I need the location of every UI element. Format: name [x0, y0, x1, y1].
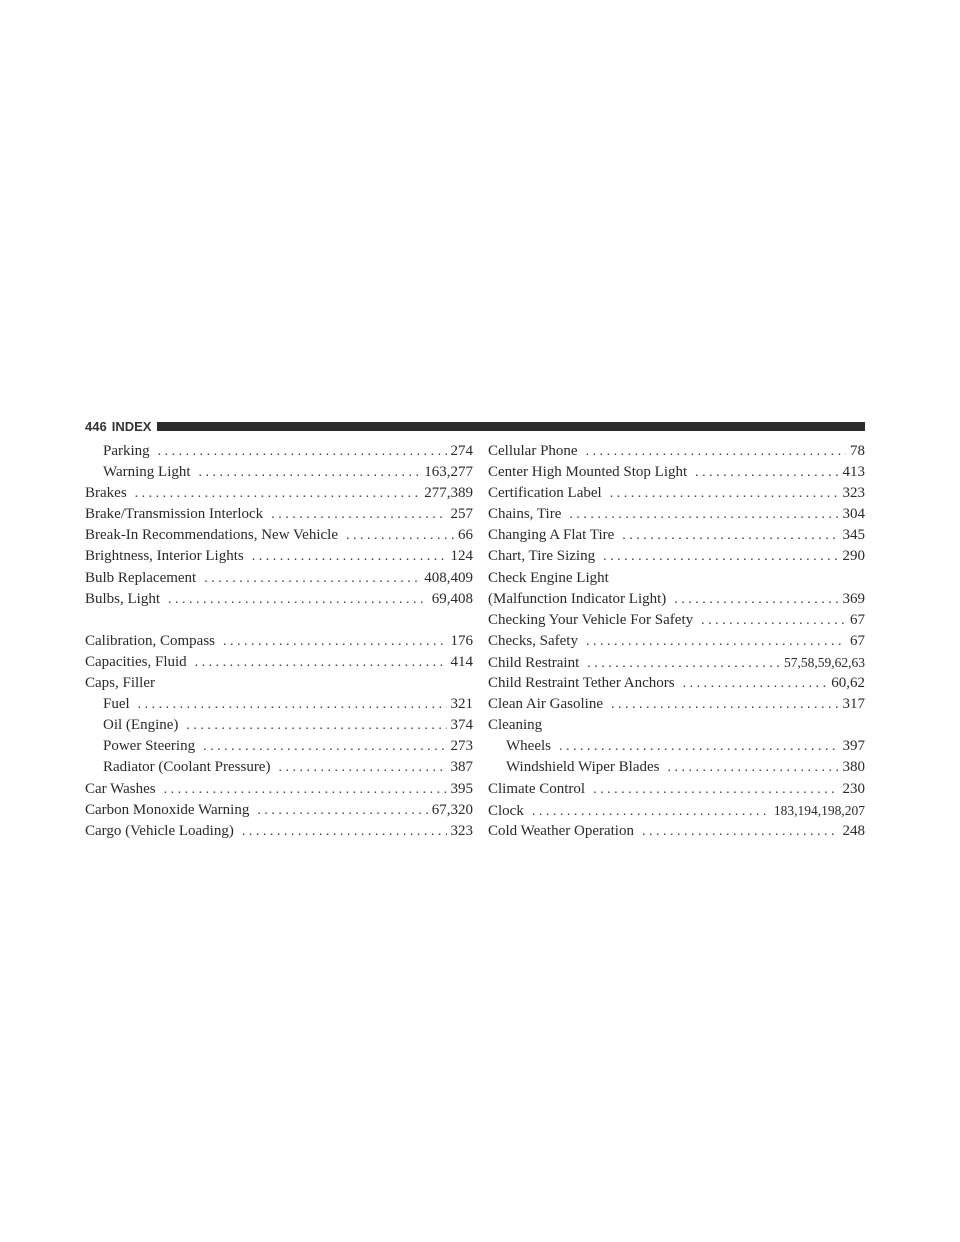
- dot-leader: [252, 546, 447, 567]
- entry-page-numbers: 323: [842, 485, 865, 502]
- index-entry: [85, 694, 473, 715]
- entry-page-numbers: 163,277: [424, 464, 473, 481]
- entry-label: Checks, Safety: [488, 632, 578, 649]
- index-entry: [85, 546, 473, 567]
- entry-page-numbers: 304: [842, 506, 865, 523]
- entry-label: Fuel: [103, 696, 130, 713]
- entry-page-numbers: 317: [842, 696, 865, 713]
- entry-page-numbers: 290: [842, 548, 865, 565]
- index-entry: [488, 546, 865, 567]
- index-entry: [488, 441, 865, 462]
- entry-label: Changing A Flat Tire: [488, 527, 615, 544]
- entry-page-numbers: 124: [450, 548, 473, 565]
- dot-leader: [603, 546, 838, 567]
- index-heading: [488, 568, 865, 589]
- index-entry: [488, 504, 865, 525]
- entry-page-numbers: 257: [450, 506, 473, 523]
- entry-page-numbers: 380: [842, 759, 865, 776]
- index-entry: [488, 610, 865, 631]
- entry-label: Carbon Monoxide Warning: [85, 801, 250, 818]
- entry-label: Cargo (Vehicle Loading): [85, 822, 234, 839]
- page-header: [85, 416, 865, 436]
- dot-leader: [278, 757, 446, 778]
- entry-page-numbers: 273: [450, 738, 473, 755]
- dot-leader: [622, 525, 838, 546]
- entry-page-numbers: 67: [850, 611, 865, 628]
- entry-label: Cold Weather Operation: [488, 822, 634, 839]
- entry-label: Wheels: [506, 738, 551, 755]
- entry-label: Brightness, Interior Lights: [85, 548, 244, 565]
- index-column-right: [488, 441, 865, 842]
- index-entry: [488, 673, 865, 694]
- index-entry: [85, 779, 473, 800]
- index-entry: [488, 757, 865, 778]
- entry-label: (Malfunction Indicator Light): [488, 590, 667, 607]
- entry-label: Break-In Recommendations, New Vehicle: [85, 527, 338, 544]
- entry-page-numbers: 183,194,198,207: [773, 802, 865, 818]
- dot-leader: [593, 779, 838, 800]
- entry-page-numbers: 374: [450, 717, 473, 734]
- entry-label: Parking: [103, 443, 150, 459]
- index-entry: [488, 800, 865, 821]
- entry-label: Oil (Engine): [103, 717, 179, 734]
- entry-page-numbers: 414: [450, 653, 473, 670]
- entry-label: Checking Your Vehicle For Safety: [488, 611, 694, 628]
- entry-label: Chart, Tire Sizing: [488, 548, 596, 565]
- dot-leader: [586, 631, 846, 652]
- dot-leader: [610, 483, 839, 504]
- index-entry: [85, 568, 473, 589]
- dot-leader: [668, 757, 839, 778]
- dot-leader: [701, 610, 846, 631]
- dot-leader: [559, 736, 839, 757]
- entry-label: Capacities, Fluid: [85, 653, 187, 670]
- entry-page-numbers: 230: [842, 780, 865, 797]
- index-entry: [488, 462, 865, 483]
- index-entry: [85, 821, 473, 842]
- index-entry: [85, 441, 473, 462]
- index-heading: [488, 715, 865, 736]
- index-entry: [488, 631, 865, 652]
- entry-label: Chains, Tire: [488, 506, 562, 523]
- entry-page-numbers: 57,58,59,62,63: [784, 654, 865, 670]
- entry-label: Bulbs, Light: [85, 590, 161, 607]
- page-number: 446: [85, 418, 107, 434]
- entry-label: Bulb Replacement: [85, 569, 197, 586]
- entry-label: Brakes: [85, 485, 127, 502]
- index-entry: [488, 694, 865, 715]
- entry-page-numbers: 395: [450, 780, 473, 797]
- entry-label: Certification Label: [488, 485, 602, 502]
- index-entry: [488, 779, 865, 800]
- entry-page-numbers: 277,389: [424, 485, 473, 502]
- dot-leader: [135, 483, 421, 504]
- entry-label: Center High Mounted Stop Light: [488, 464, 688, 481]
- entry-page-numbers: 345: [842, 527, 865, 544]
- entry-label: Child Restraint Tether Anchors: [488, 675, 675, 692]
- entry-page-numbers: 323: [450, 822, 473, 839]
- index-column-left: [85, 441, 473, 842]
- entry-page-numbers: 413: [842, 464, 865, 481]
- index-entry: [85, 589, 473, 610]
- dot-leader: [569, 504, 838, 525]
- index-entry: [85, 631, 473, 652]
- dot-leader: [642, 821, 839, 842]
- entry-label: Caps, Filler: [85, 675, 155, 692]
- entry-page-numbers: 248: [842, 822, 865, 839]
- index-entry: [85, 652, 473, 673]
- entry-label: Clock: [488, 802, 524, 819]
- dot-leader: [158, 441, 447, 462]
- dot-leader: [611, 694, 839, 715]
- index-heading: [85, 673, 473, 694]
- index-entry: [85, 715, 473, 736]
- entry-page-numbers: 369: [842, 590, 865, 607]
- dot-leader: [195, 652, 447, 673]
- entry-label: Cellular Phone: [488, 443, 578, 459]
- dot-leader: [138, 694, 447, 715]
- index-entry: [85, 483, 473, 504]
- entry-page-numbers: 67: [850, 632, 865, 649]
- entry-page-numbers: 274: [450, 443, 473, 459]
- dot-leader: [203, 736, 446, 757]
- entry-label: Car Washes: [85, 780, 156, 797]
- entry-label: Windshield Wiper Blades: [506, 759, 660, 776]
- index-entry: [488, 483, 865, 504]
- dot-leader: [271, 504, 446, 525]
- entry-page-numbers: 408,409: [424, 569, 473, 586]
- index-entry: [85, 525, 473, 546]
- dot-leader: [204, 568, 420, 589]
- entry-page-numbers: 66: [458, 527, 473, 544]
- section-title: INDEX: [111, 418, 152, 434]
- dot-leader: [587, 653, 780, 673]
- dot-leader: [257, 800, 427, 821]
- index-entry: [488, 589, 865, 610]
- entry-page-numbers: 321: [450, 696, 473, 713]
- dot-leader: [532, 801, 770, 821]
- dot-leader: [674, 589, 838, 610]
- dot-leader: [186, 715, 446, 736]
- entry-label: Check Engine Light: [488, 569, 609, 586]
- entry-label: Clean Air Gasoline: [488, 696, 603, 713]
- entry-label: Climate Control: [488, 780, 586, 797]
- index-entry: [488, 652, 865, 673]
- entry-page-numbers: 60,62: [831, 675, 865, 692]
- index-entry: [488, 736, 865, 757]
- index-entry: [85, 757, 473, 778]
- entry-page-numbers: 67,320: [431, 801, 473, 818]
- entry-label: Calibration, Compass: [85, 632, 215, 649]
- entry-page-numbers: 397: [842, 738, 865, 755]
- entry-label: Cleaning: [488, 717, 543, 734]
- dot-leader: [586, 441, 846, 462]
- index-entry: [85, 800, 473, 821]
- entry-page-numbers: 387: [450, 759, 473, 776]
- entry-label: Warning Light: [103, 464, 191, 481]
- dot-leader: [223, 631, 447, 652]
- entry-page-numbers: 78: [850, 443, 865, 459]
- dot-leader: [199, 462, 421, 483]
- entry-label: Power Steering: [103, 738, 196, 755]
- entry-label: Child Restraint: [488, 654, 580, 671]
- dot-leader: [346, 525, 454, 546]
- entry-label: Radiator (Coolant Pressure): [103, 759, 271, 776]
- index-entry: [488, 821, 865, 842]
- header-rule: [157, 422, 865, 431]
- entry-page-numbers: 176: [450, 632, 473, 649]
- index-entry: [488, 525, 865, 546]
- dot-leader: [168, 589, 428, 610]
- index-entry: [85, 736, 473, 757]
- index-entry: [85, 504, 473, 525]
- entry-page-numbers: 69,408: [431, 590, 473, 607]
- index-entry: [85, 462, 473, 483]
- dot-leader: [164, 779, 447, 800]
- dot-leader: [683, 673, 828, 694]
- dot-leader: [242, 821, 447, 842]
- dot-leader: [695, 462, 838, 483]
- entry-label: Brake/Transmission Interlock: [85, 506, 264, 523]
